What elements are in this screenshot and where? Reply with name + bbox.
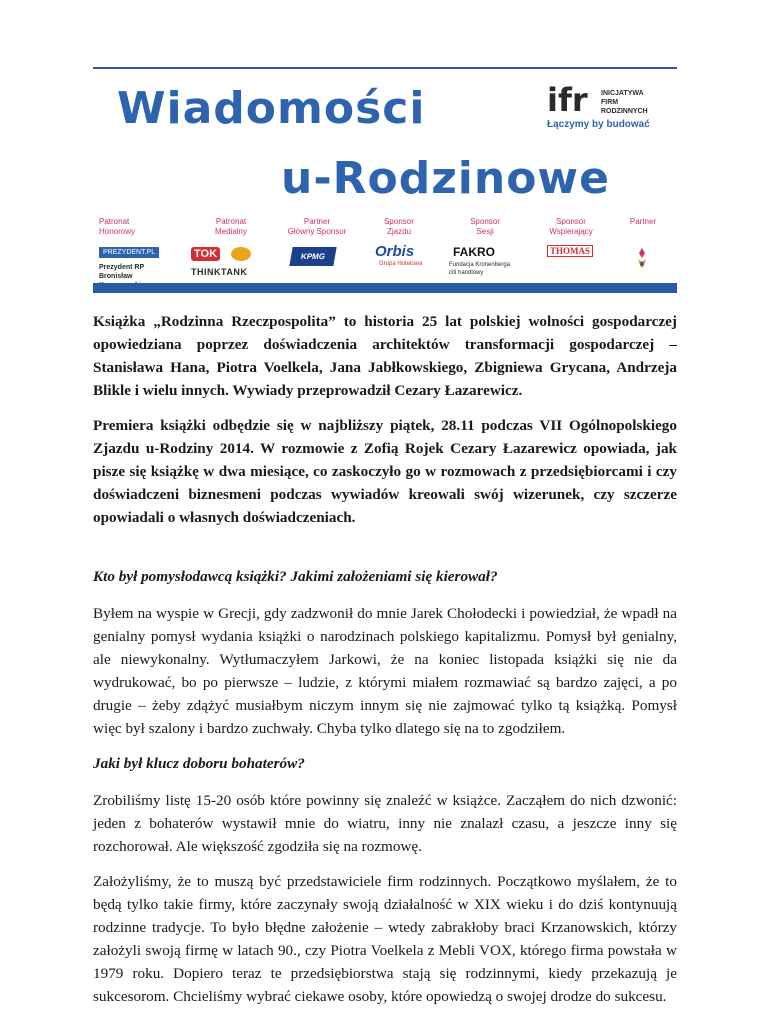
prezydent-logo: PREZYDENT.PL — [99, 247, 159, 258]
orbis-logo: Orbis — [375, 243, 415, 260]
thomas-logo: THOMAS — [547, 245, 593, 257]
ifr-slogan: Łączymy by budować — [547, 119, 650, 130]
question-1: Kto był pomysłodawcą książki? Jakimi założeniami się kierował? — [93, 568, 498, 585]
sponsor-sesji — [449, 217, 521, 276]
banner-title-line2: u-Rodzinowe — [281, 153, 610, 204]
banner-title-line1: Wiadomości — [117, 83, 426, 134]
answer-2: Zrobiliśmy listę 15-20 osób które powinny się znaleźć w książce. Zacząłem do nich dzwonić: jeden z bohaterów wystawił mnie do wiatru, inny nie znalazł czasu, a jeszcze inny się rozchorował. Ale większość zgodziła się na rozmowę. — [93, 792, 677, 855]
question-2: Jaki był klucz doboru bohaterów? — [93, 755, 305, 772]
banner-bottom-bar — [93, 283, 677, 293]
partner-logo-icon — [635, 247, 649, 269]
sponsor-glowny — [281, 217, 353, 261]
article — [93, 310, 677, 1020]
sponsor-zjazdu — [369, 217, 429, 267]
answer-3: Założyliśmy, że to muszą być przedstawiciele firm rodzinnych. Początkowo myślałem, że to będą tylko takie firmy, które zaczynały swoją działalność w XIX wieku i do dziś kontynuują rodzinne tradycje. To było błędne założenie – wtedy zabrakłoby braci Krzanowskich, którzy założyli swoją firmę w latach 90., czy Piotra Voelkela z Mebli VOX, którego firma powstała w 1979 roku. Dopiero teraz te przedsiębiorstwa stają się rodzinnymi, kiedy przekazują je sukcesorom. Chcieliśmy wybrać ciekawe osoby, które opowiedzą o swojej drodze do sukcesu. — [93, 873, 677, 1005]
ifr-logo-text: INICJATYWA FIRM RODZINNYCH — [601, 90, 648, 115]
sponsor-patronat-medialny — [191, 217, 271, 277]
tok-fm-logo: TOK — [191, 247, 220, 261]
sponsor-patronat-honorowy — [99, 217, 169, 280]
answer-1: Byłem na wyspie w Grecji, gdy zadzwonił do mnie Jarek Chołodecki i powiedział, że wpadł na genialny pomysł wydania książki o narodzinach polskiego kapitalizmu. Pomysł był genialny, ale niewykonalny. Wytłumaczyłem Jarkowi, że na koniec listopada książki się nie da wydrukować, bo po pierwsze – ludzie, z którymi miałem rozmawiać są bardzo zajęci, a po drugie – żeby zdążyć musiałbym niczym innym się nie zajmować tylko tą książką. Pomysł więc był szalony i bardzo zuchwały. Chyba tylko dlatego się na to zgodziłem. — [93, 605, 677, 737]
prezydent-name: Prezydent RP Bronisław — [99, 264, 145, 280]
orbis-subtitle: Grupa Hotelowa — [379, 261, 423, 267]
sponsors-row — [93, 217, 677, 287]
ifr-logo-mark: ifr — [547, 81, 588, 119]
spacer — [93, 541, 677, 565]
article-lead-2: Premiera książki odbędzie się w najbliższy piątek, 28.11 podczas VII Ogólnopolskiego Zjazdu u-Rodziny 2014. W rozmowie z Zofią Rojek Cezary Łazarewicz opowiada, jak pisze się książkę w dwa miesiące, co zaskoczyło go w rozmowach z przedsiębiorcami i czy doświadczeni biznesmeni podczas wywiadów kreowali swój wizerunek, czy szczerze opowiadali o własnych doświadczeniach. — [93, 417, 677, 526]
sponsor-label: Sponsor Zjazdu — [384, 217, 414, 236]
sponsor-label: Sponsor Wspierający — [549, 217, 593, 236]
kronenberg-logo: Fundacja Kronenberga citi handlowy — [449, 262, 511, 276]
sponsor-label: Patronat Medialny — [214, 217, 247, 236]
sponsor-label: Patronat Honorowy — [99, 217, 136, 236]
thinktank-logo: THINKTANK — [191, 267, 248, 277]
sponsor-wspierajacy — [533, 217, 609, 256]
ifr-logo — [547, 81, 665, 139]
fakro-logo: FAKRO — [453, 245, 495, 259]
sponsor-label: Sponsor Sesji — [470, 217, 500, 236]
kpmg-logo: KPMG — [289, 247, 336, 266]
sponsor-partner — [621, 217, 665, 227]
sponsor-label: Partner Główny Sponsor — [287, 217, 347, 236]
newsletter-banner — [93, 67, 677, 293]
article-lead-1: Książka „Rodzinna Rzeczpospolita” to historia 25 lat polskiej wolności gospodarczej opowiedziana poprzez doświadczenia architektów transformacji gospodarczej – Stanisława Hana, Piotra Voelkela, Jana Jabłkowskiego, Zbigniewa Grycana, Andrzeja Blikle i wielu innych. Wywiady przeprowadził Cezary Łazarewicz. — [93, 313, 677, 399]
radio-logo — [231, 247, 251, 261]
sponsor-label: Partner — [629, 217, 657, 226]
